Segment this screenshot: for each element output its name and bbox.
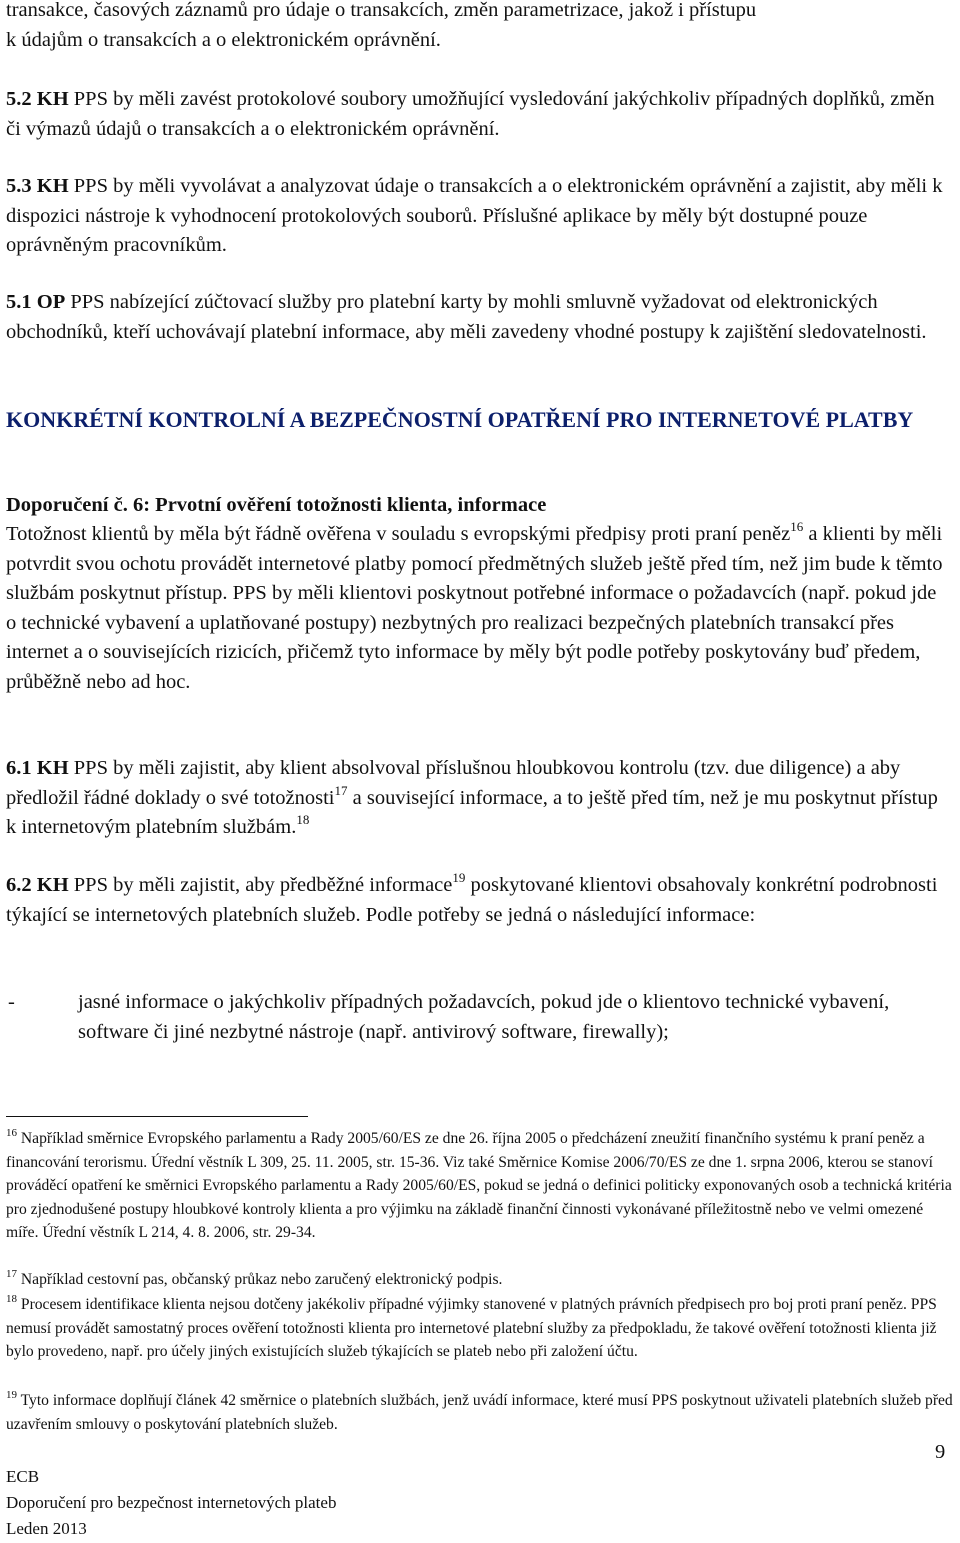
paragraph-5-3-kh bbox=[6, 172, 951, 261]
paragraph-text: a související informace, a to ještě před tím, než je mu poskytnut přístup k internetovým platebním službám. bbox=[6, 786, 938, 838]
paragraph-line: k údajům o transakcích a o elektronickém oprávnění. bbox=[6, 28, 441, 51]
paragraph-number: 6.2 KH bbox=[6, 874, 69, 896]
page-number: 9 bbox=[935, 1441, 946, 1463]
footnote-ref: 19 bbox=[452, 870, 466, 885]
footnote-16 bbox=[6, 1127, 954, 1245]
paragraph-5-2-kh bbox=[6, 85, 951, 144]
footnote-ref: 17 bbox=[334, 782, 348, 798]
section-heading: KONKRÉTNÍ KONTROLNÍ A BEZPEČNOSTNÍ OPATŘENÍ PRO INTERNETOVÉ PLATBY bbox=[6, 407, 914, 432]
footer-document-title: Doporučení pro bezpečnost internetových plateb bbox=[6, 1493, 337, 1512]
footnote-text: Procesem identifikace klienta nejsou dotčeny jakékoliv případné výjimky stanovené v platných právních předpisech pro boj proti praní peněz. PPS nemusí provádět samostatný proces ověření totožnosti klienta pro internetové platební služby za předpokladu, že takové ověření totožnosti klienta již bylo provedeno, např. pro účely jiných existujících služeb týkajících se plateb nebo při založení účtu. bbox=[6, 1296, 937, 1360]
paragraph-text: PPS nabízející zúčtovací služby pro platební karty by mohli smluvně vyžadovat od elektronických obchodníků, kteří uchovávají platební informace, aby měli zavedeny vhodné postupy k zajištění sledovatelnosti. bbox=[6, 291, 927, 343]
paragraph-6-1-kh bbox=[6, 754, 951, 843]
paragraph-6-2-kh bbox=[6, 871, 951, 930]
footnote-number: 18 bbox=[6, 1293, 17, 1305]
paragraph-number: 5.3 KH bbox=[6, 175, 69, 197]
footnote-divider bbox=[6, 1116, 308, 1117]
continued-paragraph bbox=[6, 0, 951, 55]
paragraph-text: PPS by měli zajistit, aby klient absolvoval příslušnou hloubkovou kontrolu (tzv. due diligence) a aby předložil řádné doklady o své totožnosti bbox=[6, 757, 901, 809]
recommendation-body bbox=[6, 520, 951, 697]
footnote-ref: 18 bbox=[296, 812, 310, 827]
paragraph-text: PPS by měli zajistit, aby předběžné informace bbox=[68, 874, 453, 896]
list-bullet: - bbox=[8, 991, 15, 1013]
paragraph-text: Totožnost klientů by měla být řádně ověřena v souladu s evropskými předpisy proti praní peněz bbox=[6, 523, 791, 545]
footnote-number: 17 bbox=[6, 1268, 17, 1280]
footnote-number: 16 bbox=[6, 1127, 17, 1139]
list-item: jasné informace o jakýchkoliv případných požadavcích, pokud jde o klientovo technické vybavení, software či jiné nezbytné nástroje (např. antivirový software, firewally); bbox=[78, 991, 890, 1043]
footnote-number: 19 bbox=[6, 1389, 17, 1401]
footnote-text: Tyto informace doplňují článek 42 směrnice o platebních službách, jenž uvádí informace, které musí PPS poskytnout uživateli platebních služeb před uzavřením smlouvy o poskytování platebních služeb. bbox=[6, 1392, 953, 1433]
footnote-text: Například cestovní pas, občanský průkaz nebo zaručený elektronický podpis. bbox=[17, 1271, 503, 1288]
paragraph-line: transakce, časových záznamů pro údaje o transakcích, změn parametrizace, jakož i přístupu bbox=[6, 0, 757, 21]
paragraph-text: PPS by měli vyvolávat a analyzovat údaje o transakcích a o elektronickém oprávnění a zajistit, aby měli k dispozici nástroje k vyhodnocení protokolových souborů. Příslušné aplikace by měly být dostupné pouze oprávněným pracovníkům. bbox=[6, 175, 943, 256]
paragraph-number: 5.2 KH bbox=[6, 88, 69, 110]
footnote-ref: 16 bbox=[790, 519, 804, 534]
recommendation-title: Doporučení č. 6: Prvotní ověření totožnosti klienta, informace bbox=[6, 494, 547, 516]
footnote-19 bbox=[6, 1389, 954, 1436]
footnote-18 bbox=[6, 1293, 954, 1364]
footer-date: Leden 2013 bbox=[6, 1519, 87, 1538]
footnote-17 bbox=[6, 1268, 954, 1292]
paragraph-text: PPS by měli zavést protokolové soubory umožňující vysledování jakýchkoliv případných doplňků, změn či výmazů údajů o transakcích a o elektronickém oprávnění. bbox=[6, 88, 935, 140]
paragraph-number: 6.1 KH bbox=[6, 757, 69, 779]
paragraph-5-1-op bbox=[6, 288, 951, 347]
paragraph-number: 5.1 OP bbox=[6, 291, 66, 313]
footnote-text: Například směrnice Evropského parlamentu a Rady 2005/60/ES ze dne 26. října 2005 o předcházení zneužití finančního systému k praní peněz a financování terorismu. Úřední věstník L 309, 25. 11. 2005, str. 15-36. Viz také Směrnice Komise 2006/70/ES ze dne 1. srpna 2006, kterou se stanoví prováděcí opatření ke směrnici Evropského parlamentu a Rady 2005/60/ES, pokud se jedná o definici politicky exponovaných osob a technická kritéria pro zjednodušené postupy hloubkové kontroly klienta a pro výjimku na základě finanční činnosti vykonávané příležitostně nebo ve velmi omezené míře. Úřední věstník L 214, 4. 8. 2006, str. 29-34. bbox=[6, 1130, 952, 1241]
paragraph-text: poskytované klientovi obsahovaly konkrétní podrobnosti týkající se internetových platebních služeb. Podle potřeby se jedná o následující informace: bbox=[6, 874, 938, 926]
footer-org: ECB bbox=[6, 1467, 40, 1486]
footer bbox=[6, 1464, 336, 1542]
paragraph-text: a klienti by měli potvrdit svou ochotu provádět internetové platby pomocí předmětných služeb ještě před tím, než jim bude k těmto službám poskytnut přístup. PPS by měli klientovi poskytnout potřebné informace o požadavcích (např. pokud jde o technické vybavení a uplatňované postupy) nezbytných pro realizaci bezpečných platebních transakcí přes internet a o souvisejících rizicích, přičemž tyto informace by měly být podle potřeby poskytovány buď předem, průběžně nebo ad hoc. bbox=[6, 523, 943, 693]
